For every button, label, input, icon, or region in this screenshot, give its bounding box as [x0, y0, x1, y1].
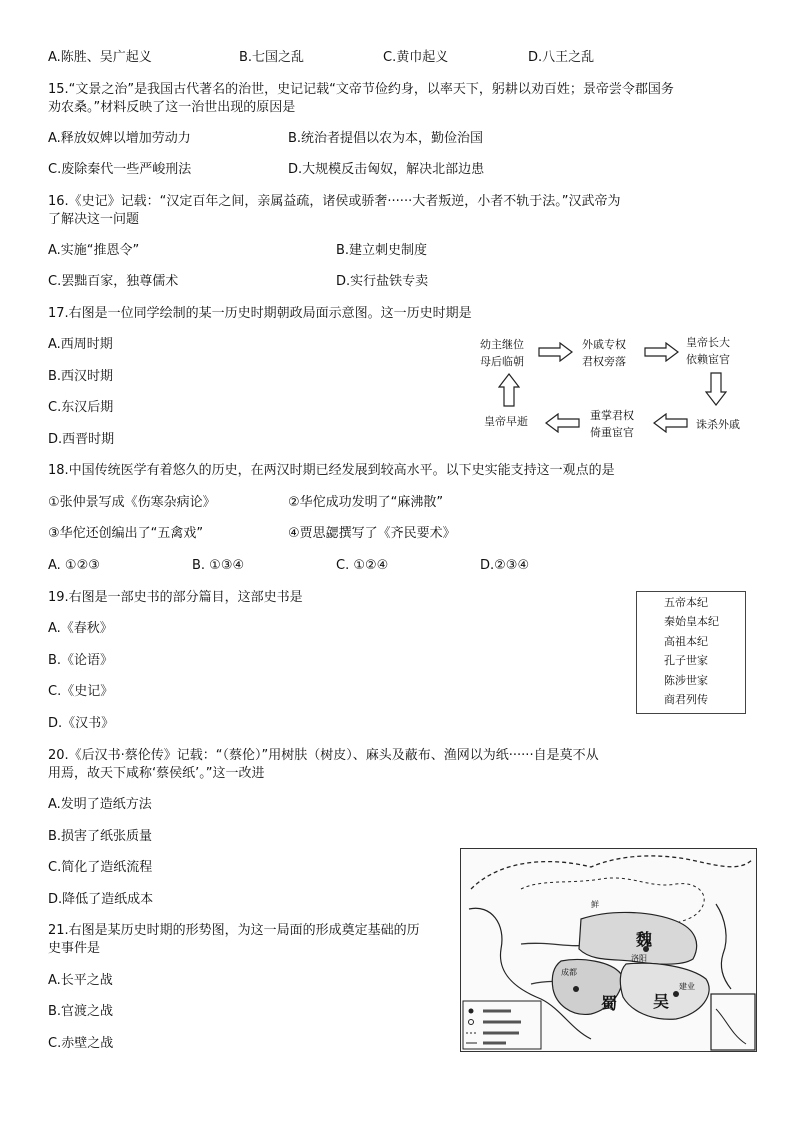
three-kingdoms-map [460, 848, 757, 1052]
q19-option-a: A.《春秋》 [48, 621, 113, 636]
q16-stem: 16.《史记》记载：“汉定百年之间，亲属益疏，诸侯或骄奢······大者叛逆，小者不轨于法。”汉武帝为 [48, 194, 621, 209]
q15-option-d: D.大规模反击匈奴，解决北部边患 [288, 162, 485, 177]
diagram-box-regain-power [590, 407, 634, 441]
q20-stem-cont: 用焉，故天下咸称‘蔡侯纸’。”这一改进 [48, 766, 265, 781]
diagram-text: 幼主继位 [480, 338, 524, 351]
q15-option-c: C.废除秦代一些严峻刑法 [48, 162, 192, 177]
q15-stem: 15.“文景之治”是我国古代著名的治世，史记记载“文帝节俭约身，以率天下，躬耕以劝百姓；景帝尝令郡国务 [48, 82, 674, 97]
q18-fact-2: ②华佗成功发明了“麻沸散” [288, 495, 444, 510]
toc-item: 秦始皇本纪 [664, 615, 719, 628]
map-label-xian: 鲜 [591, 900, 599, 909]
toc-item: 陈涉世家 [664, 674, 708, 687]
map-drawing [461, 849, 756, 1051]
q18-stem: 18.中国传统医学有着悠久的历史，在两汉时期已经发展到较高水平。以下史实能支持这一观点的是 [48, 463, 615, 478]
q21-option-c: C.赤壁之战 [48, 1036, 114, 1051]
q21-option-a: A.长平之战 [48, 973, 113, 988]
q20-option-b: B.损害了纸张质量 [48, 829, 153, 844]
q21-option-b: B.官渡之战 [48, 1004, 114, 1019]
q17-stem: 17.右图是一位同学绘制的某一历史时期朝政局面示意图。这一历史时期是 [48, 306, 472, 321]
arrow-right-icon [644, 342, 680, 362]
q18-fact-4: ④贾思勰撰写了《齐民要术》 [288, 526, 456, 541]
arrow-down-icon [705, 372, 727, 406]
diagram-text: 皇帝早逝 [484, 415, 528, 428]
arrow-right-icon [538, 342, 574, 362]
arrow-left-icon [652, 413, 688, 433]
diagram-box-kill-consort [696, 416, 740, 433]
diagram-text: 皇帝长大 [686, 336, 730, 349]
diagram-text: 倚重宦官 [590, 426, 634, 439]
q15-option-a: A.释放奴婢以增加劳动力 [48, 131, 191, 146]
q18-fact-1: ①张仲景写成《伤寒杂病论》 [48, 495, 216, 510]
q21-stem-cont: 史事件是 [48, 941, 101, 956]
diagram-box-child-emperor [480, 336, 524, 370]
q19-option-d: D.《汉书》 [48, 716, 115, 731]
diagram-text: 诛杀外戚 [696, 418, 740, 431]
q18-option-d: D.②③④ [480, 558, 530, 573]
diagram-text: 外戚专权 [582, 338, 626, 351]
q20-stem: 20.《后汉书·蔡伦传》记载：“（蔡伦）”用树肤（树皮）、麻头及蔽布、渔网以为纸······自是莫不从 [48, 748, 599, 763]
arrow-left-icon [544, 413, 580, 433]
q17-option-a: A.西周时期 [48, 337, 113, 352]
arrow-up-icon [498, 373, 520, 407]
q16-option-a: A.实施“推恩令” [48, 243, 140, 258]
q14-option-c: C.黄巾起义 [383, 50, 449, 65]
q20-option-d: D.降低了造纸成本 [48, 892, 154, 907]
toc-item: 商君列传 [664, 693, 708, 706]
toc-item: 五帝本纪 [664, 596, 708, 609]
q15-option-b: B.统治者提倡以农为本，勤俭治国 [288, 131, 484, 146]
q15-stem-cont: 劝农桑。”材料反映了这一治世出现的原因是 [48, 100, 296, 115]
map-label-chengdu: 成都 [561, 968, 577, 977]
map-label-shu: 蜀 [601, 994, 618, 1013]
q17-option-c: C.东汉后期 [48, 400, 114, 415]
q14-option-a: A.陈胜、吴广起义 [48, 50, 152, 65]
map-label-jianye: 建业 [679, 982, 695, 991]
q19-option-c: C.《史记》 [48, 684, 114, 699]
map-label-luoyang: 洛阳 [631, 954, 647, 963]
diagram-text: 重掌君权 [590, 409, 634, 422]
q18-option-b: B. ①③④ [192, 558, 245, 573]
q18-fact-3: ③华佗还创编出了“五禽戏” [48, 526, 204, 541]
q17-option-b: B.西汉时期 [48, 369, 114, 384]
q16-option-d: D.实行盐铁专卖 [336, 274, 429, 289]
q16-stem-cont: 了解决这一问题 [48, 212, 140, 227]
q19-stem: 19.右图是一部史书的部分篇目，这部史书是 [48, 590, 303, 605]
q20-option-a: A.发明了造纸方法 [48, 797, 152, 812]
q20-option-c: C.简化了造纸流程 [48, 860, 153, 875]
q16-option-b: B.建立刺史制度 [336, 243, 428, 258]
diagram-text: 依赖宦官 [686, 353, 730, 366]
diagram-text: 君权旁落 [582, 355, 626, 368]
toc-item: 高祖本纪 [664, 635, 708, 648]
diagram-box-emperor-dies [484, 413, 528, 430]
q19-option-b: B.《论语》 [48, 653, 114, 668]
q14-option-b: B.七国之乱 [239, 50, 305, 65]
diagram-box-consort-power [582, 336, 626, 370]
q16-option-c: C.罢黜百家，独尊儒术 [48, 274, 179, 289]
q18-option-a: A. ①②③ [48, 558, 100, 573]
q14-option-d: D.八王之乱 [528, 50, 595, 65]
q21-stem: 21.右图是某历史时期的形势图，为这一局面的形成奠定基础的历 [48, 923, 420, 938]
q18-option-c: C. ①②④ [336, 558, 389, 573]
diagram-box-emperor-grows [686, 334, 730, 368]
map-label-wu: 吴 [653, 992, 670, 1011]
map-label-wei: 魏 [636, 930, 653, 949]
book-contents-box [636, 591, 746, 714]
q17-option-d: D.西晋时期 [48, 432, 115, 447]
diagram-text: 母后临朝 [480, 355, 524, 368]
toc-item: 孔子世家 [664, 654, 708, 667]
